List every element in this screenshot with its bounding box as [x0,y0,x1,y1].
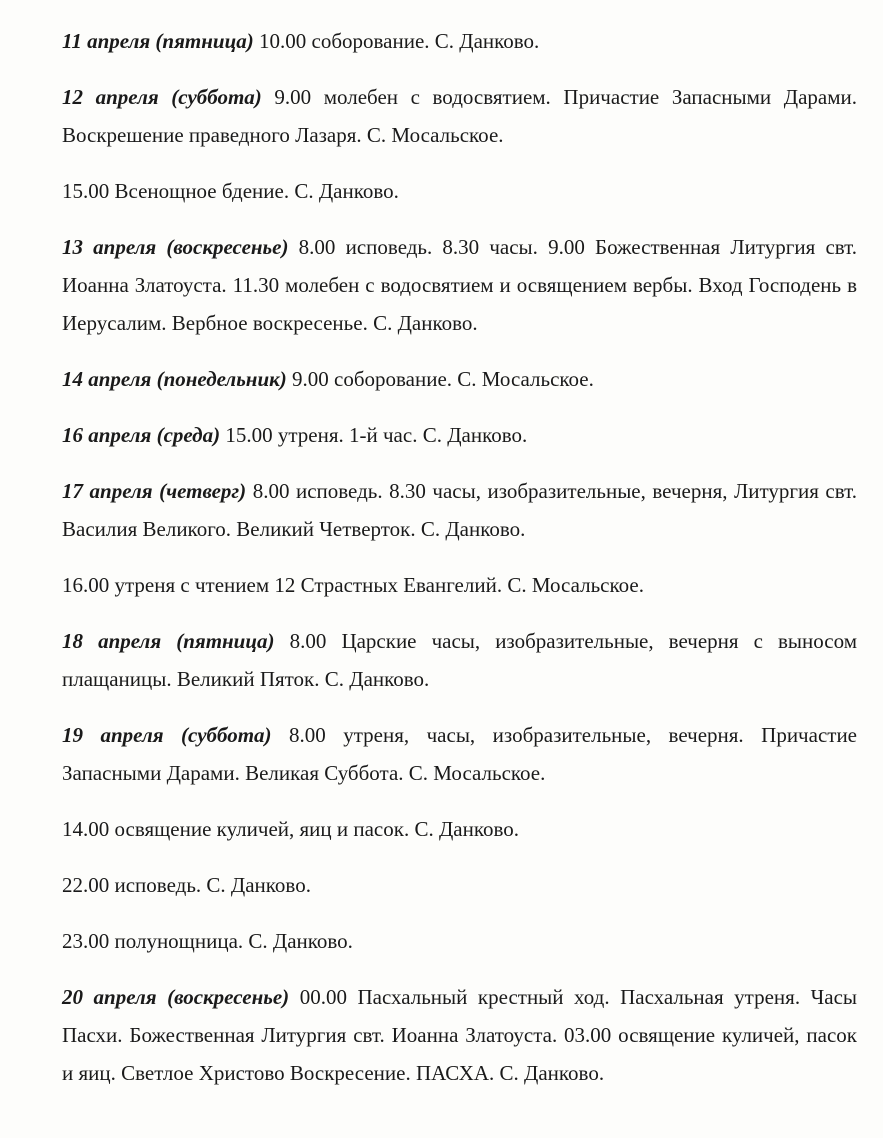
entry-text: 9.00 соборование. С. Мосальское. [292,367,594,391]
schedule-entry [62,978,857,1092]
schedule-entry [62,78,857,154]
schedule-entry [62,866,857,904]
entry-text: 14.00 освящение куличей, яиц и пасок. С. Данково. [62,817,520,841]
schedule-entry [62,922,857,960]
entry-date: 20 апреля (воскресенье) [62,985,290,1009]
entry-date: 13 апреля (воскресенье) [62,235,289,259]
entry-date: 12 апреля (суббота) [62,85,262,109]
entry-text: 15.00 утреня. 1-й час. С. Данково. [225,423,528,447]
schedule-entry [62,360,857,398]
entry-date: 16 апреля (среда) [62,423,221,447]
entry-date: 17 апреля (четверг) [62,479,247,503]
schedule-entry [62,228,857,342]
entry-date: 11 апреля (пятница) [62,29,254,53]
schedule-entry [62,472,857,548]
entry-text: 8.00 утреня, часы, изобразительные, вечерня. Причастие Запасными Дарами. Великая Суббота. С. Мосальское. [62,723,857,785]
entry-date: 14 апреля (понедельник) [62,367,287,391]
entry-text: 9.00 молебен с водосвятием. Причастие Запасными Дарами. Воскрешение праведного Лазаря. С. Мосальское. [62,85,858,147]
entry-text: 8.00 исповедь. 8.30 часы. 9.00 Божественная Литургия свт. Иоанна Златоуста. 11.30 молебен с водосвятием и освящением вербы. Вход Господень в Иерусалим. Вербное воскресенье. С. Данково. [62,235,858,335]
schedule-entry [62,566,857,604]
schedule-entry [62,22,857,60]
entry-text: 10.00 соборование. С. Данково. [259,29,540,53]
schedule-entry [62,172,857,210]
schedule-entry [62,416,857,454]
entry-text: 22.00 исповедь. С. Данково. [62,873,311,897]
schedule-entry [62,716,857,792]
entry-text: 8.00 исповедь. 8.30 часы, изобразительные, вечерня, Литургия свт. Василия Великого. Великий Четверток. С. Данково. [62,479,857,541]
entry-text: 16.00 утреня с чтением 12 Страстных Евангелий. С. Мосальское. [62,573,644,597]
entry-text: 23.00 полунощница. С. Данково. [62,929,353,953]
schedule-entry [62,622,857,698]
schedule-entry [62,810,857,848]
entry-date: 19 апреля (суббота) [62,723,272,747]
entry-text: 00.00 Пасхальный крестный ход. Пасхальная утреня. Часы Пасхи. Божественная Литургия свт. Иоанна Златоуста. 03.00 освящение куличей, пасок и яиц. Светлое Христово Воскресение. ПАСХА. С. Данково. [62,985,857,1085]
entry-text: 15.00 Всенощное бдение. С. Данково. [62,179,399,203]
entry-text: 8.00 Царские часы, изобразительные, вечерня с выносом плащаницы. Великий Пяток. С. Данково. [62,629,858,691]
entry-date: 18 апреля (пятница) [62,629,275,653]
